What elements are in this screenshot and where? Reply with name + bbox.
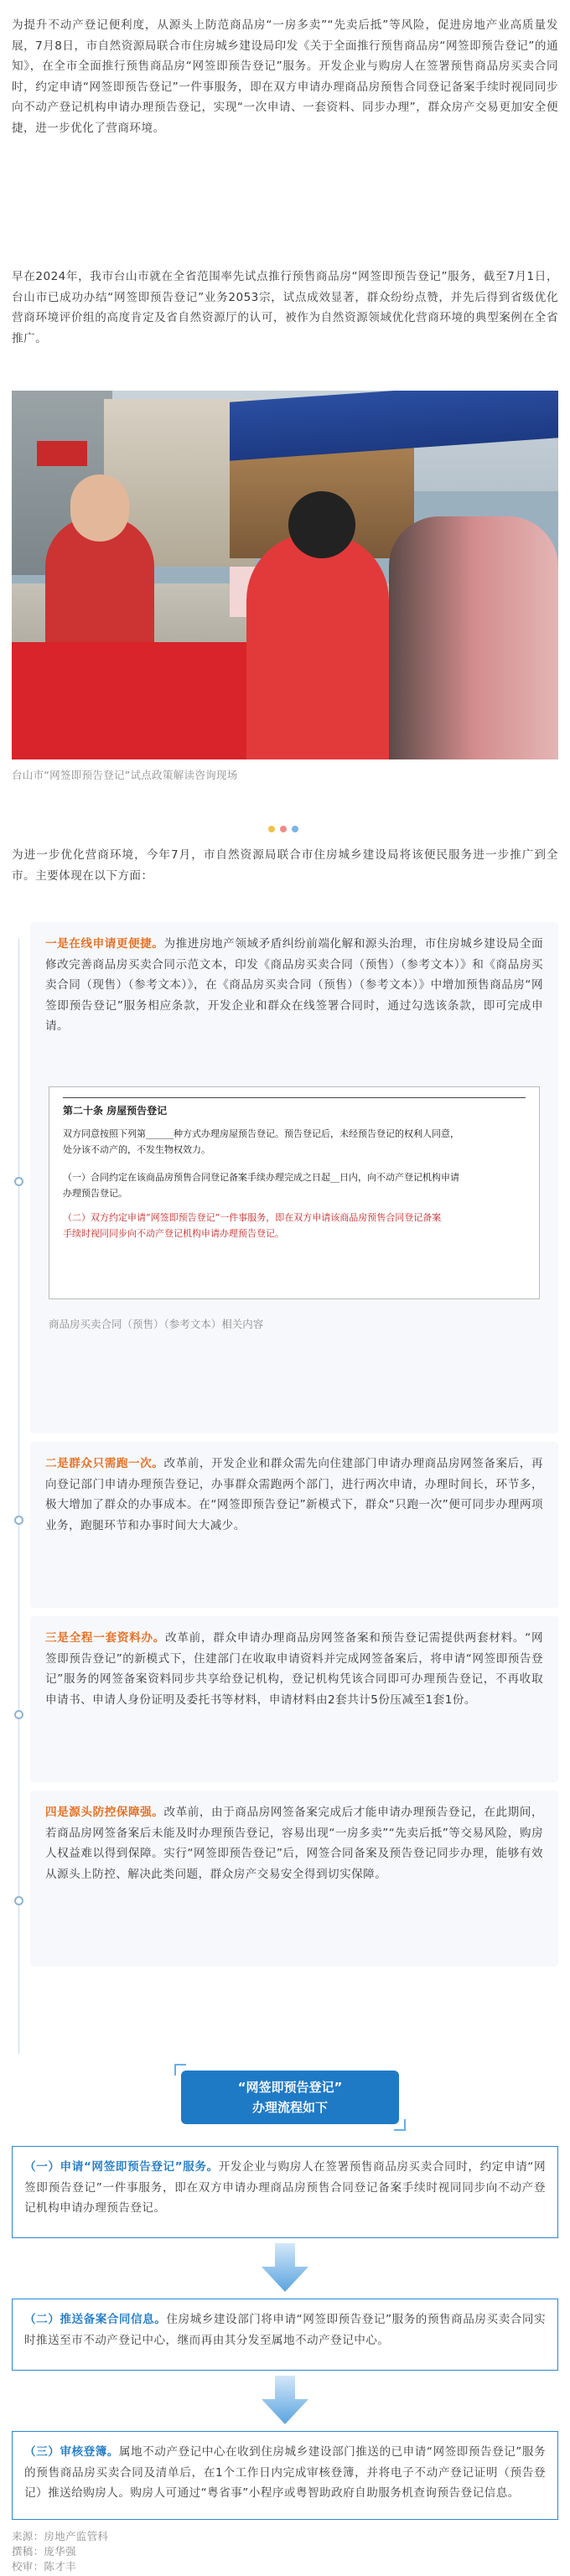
footer-proofreader: 校审：陈才丰 xyxy=(12,2560,76,2573)
footer-author: 撰稿：庞华强 xyxy=(12,2545,76,2558)
measure-text xyxy=(45,1454,543,1536)
measure-text xyxy=(45,1628,543,1710)
divider-dot xyxy=(280,826,287,832)
intro-paragraph-1: 为提升不动产登记便利度，从源头上防范商品房“一房多卖”“先卖后抵”等风险，促进房地产业高质量发展，7月8日，市自然资源局联合市住房城乡建设局印发《关于全面推行预售商品房“网签即预告登记”的通知》，在全市全面推行预售商品房“网签即预告登记”服务。开发企业与购房人在签署预售商品房买卖合同时，约定申请“网签即预告登记”一件事服务，即在双方申请办理商品房预售合同登记备案手续时视同同步向不动产登记机构申请办理预告登记，实现“一次申请、一套资料、同步办理”，群众房产交易更加安全便捷，进一步优化了营商环境。 xyxy=(12,18,558,135)
measure-heading: 三是全程一套资料办。 xyxy=(45,1631,166,1645)
divider-dot xyxy=(292,826,298,832)
measure-heading: 一是在线申请更便捷。 xyxy=(45,937,164,951)
process-step-2 xyxy=(12,2299,558,2371)
banner-line-1: “网签即预告登记” xyxy=(237,2080,343,2095)
contract-option-2: （二）双方约定申请“网签即预告登记”一件事服务，即在双方申请该商品房预售合同登记备案 xyxy=(63,1212,442,1223)
intro-paragraph-2: 早在2024年，我市台山市就在全省范围率先试点推行预售商品房“网签即预告登记”服务，截至7月1日，台山市已成功办结“网签即预告登记”业务2053宗，试点成效显著，群众纷纷点赞，并先后得到省级优化营商环境评价组的高度肯定及省自然资源厅的认可，被作为自然资源领域优化营商环境的典型案例在全省推广。 xyxy=(12,270,558,345)
section-intro: 为进一步优化营商环境，今年7月，市自然资源局联合市住房城乡建设局将该便民服务进一步推广到全市。主要体现在以下方面： xyxy=(12,848,558,883)
down-arrow-icon xyxy=(262,2243,308,2292)
timeline-dot xyxy=(14,1710,23,1719)
process-step-3 xyxy=(12,2431,558,2520)
contract-caption: 商品房买卖合同（预售）（参考文本）相关内容 xyxy=(49,1318,264,1330)
step-body: 开发企业与购房人在签署预售商品房买卖合同时，约定申请“网签即预告登记”一件事服务，即在双方申请办理商品房预售合同登记备案手续时视同同步向不动产登记机构申请办理预告登记。 xyxy=(24,2160,546,2215)
measure-card-2 xyxy=(30,1442,558,1608)
timeline-dot xyxy=(14,1516,23,1525)
divider-dot xyxy=(268,826,275,832)
measure-body: 改革前，由于商品房网签备案完成后才能申请办理预告登记，在此期间，若商品房网签备案后未能及时办理预告登记，容易出现“一房多卖”“先卖后抵”等交易风险，购房人权益难以得到保障。实行“网签即预告登记”后，网签合同备案及预告登记同步办理，能够有效从源头上防控、解决此类问题，群众房产交易安全得到切实保障。 xyxy=(45,1806,543,1881)
photo-caption: 台山市“网签即预告登记”试点政策解读咨询现场 xyxy=(12,769,238,781)
footer-source: 来源：房地产监管科 xyxy=(12,2530,109,2542)
contract-option-1-cont: 办理预告登记。 xyxy=(63,1188,127,1199)
banner-corner xyxy=(394,2119,406,2131)
timeline-dot xyxy=(14,1896,23,1905)
measure-heading: 四是源头防控保障强。 xyxy=(45,1806,164,1819)
contract-option-1: （一）合同约定在该商品房预售合同登记备案手续办理完成之日起__日内，向不动产登记机构申请 xyxy=(63,1172,459,1183)
contract-line: 双方同意按照下列第______种方式办理房屋预告登记。预告登记后，未经预告登记的权利人同意， xyxy=(63,1128,459,1139)
step-body: 属地不动产登记中心在收到住房城乡建设部门推送的已申请“网签即预告登记”服务的预售商品房买卖合同及清单后，在1个工作日内完成审核登簿，并将电子不动产登记证明（预告登记）推送给购房人。购房人可通过“粤省事”小程序或粤智助政府自助服务机查询预告登记信息。 xyxy=(24,2445,546,2500)
section-divider-dots xyxy=(268,826,298,832)
process-banner xyxy=(181,2071,399,2124)
contract-clause-title: 第二十条 房屋预告登记 xyxy=(63,1105,168,1117)
banner-corner xyxy=(174,2064,186,2076)
measure-text xyxy=(45,934,543,1037)
process-step-1 xyxy=(12,2146,558,2238)
step-heading: （二）推送备案合同信息。 xyxy=(24,2313,167,2326)
event-photo xyxy=(12,391,558,759)
contract-excerpt-image xyxy=(49,1086,540,1299)
measure-text xyxy=(45,1802,543,1884)
down-arrow-icon xyxy=(262,2376,308,2424)
measure-heading: 二是群众只需跑一次。 xyxy=(45,1457,164,1470)
step-heading: （一）申请“网签即预告登记”服务。 xyxy=(24,2160,219,2174)
measure-body: 改革前，开发企业和群众需先向住建部门申请办理商品房网签备案后，再向登记部门申请办理预告登记，办事群众需跑两个部门，进行两次申请，办理时间长，环节多，极大增加了群众的办事成本。在“网签即预告登记”新模式下，群众“只跑一次”便可同步办理两项业务，跑腿环节和办事时间大大减少。 xyxy=(45,1457,543,1532)
measure-card-3 xyxy=(30,1616,558,1782)
measure-card-4 xyxy=(30,1791,558,1967)
timeline-line xyxy=(18,939,19,2054)
contract-rule xyxy=(63,1097,526,1098)
banner-line-2: 办理流程如下 xyxy=(251,2100,328,2115)
measure-body: 为推进房地产领域矛盾纠纷前端化解和源头治理，市住房城乡建设局全面修改完善商品房买卖合同示范文本，印发《商品房买卖合同（预售）（参考文本）》和《商品房买卖合同（现售）（参考文本）》，在《商品房买卖合同（预售）（参考文本）》中增加预售商品房“网签即预告登记”服务相应条款，开发企业和群众在线签署合同时，通过勾选该条款，即可完成申请。 xyxy=(45,937,543,1033)
contract-line: 处分该不动产的，不发生物权效力。 xyxy=(63,1144,210,1155)
measure-body: 改革前，群众申请办理商品房网签备案和预告登记需提供两套材料。“网签即预告登记”的新模式下，住建部门在收取申请资料并完成网签备案后，将申请“网签即预告登记”服务的网签备案资料同步共享给登记机构，登记机构凭该合同即可办理预告登记，不再收取申请书、申请人身份证明及委托书等材料，申请材料由2套共计5份压减至1套1份。 xyxy=(45,1631,544,1707)
step-heading: （三）审核登簿。 xyxy=(24,2445,119,2459)
contract-option-2-cont: 手续时视同同步向不动产登记机构申请办理预告登记。 xyxy=(63,1228,284,1239)
measure-card-1 xyxy=(30,922,558,1433)
step-body: 住房城乡建设部门将申请“网签即预告登记”服务的预售商品房买卖合同实时推送至市不动产登记中心，继而再由其分发至属地不动产登记中心。 xyxy=(24,2313,547,2347)
timeline-dot xyxy=(14,1177,23,1186)
